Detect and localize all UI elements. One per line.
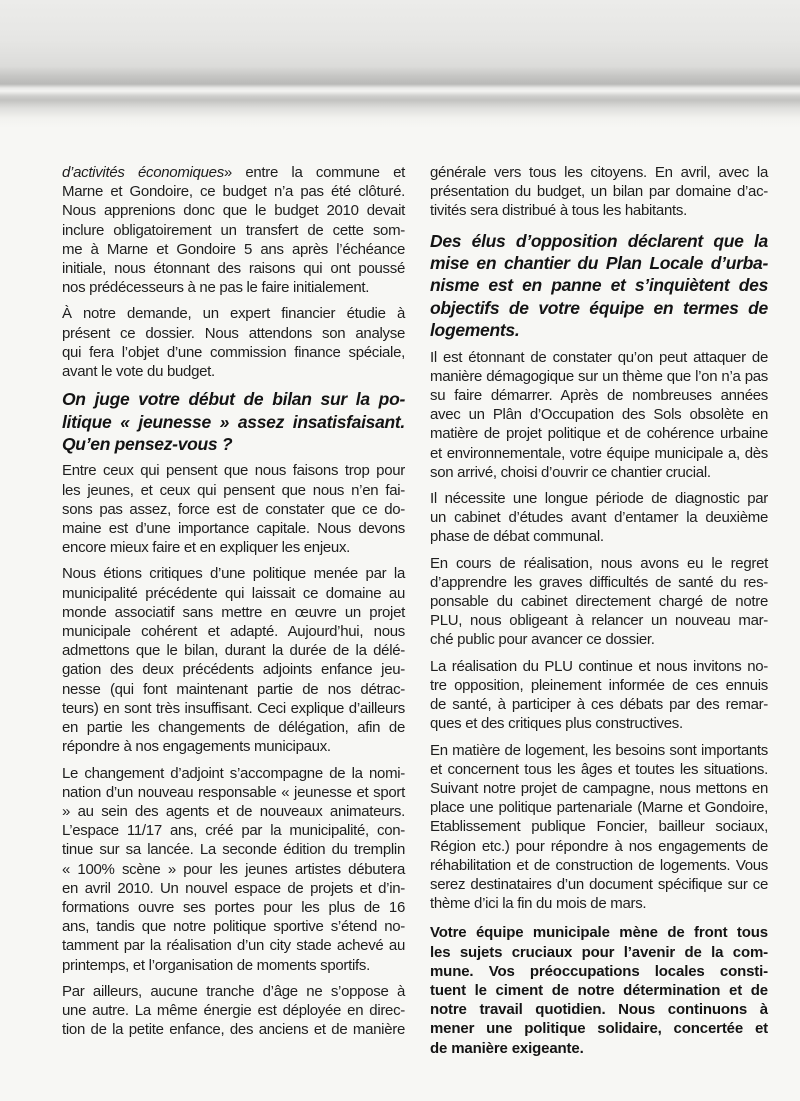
text-line: qui fera l’objet d’une commission finance spéciale,	[62, 343, 405, 361]
question-heading-jeunesse	[62, 388, 405, 455]
text-line: Région etc.) pour répondre à nos engagements de	[430, 837, 768, 855]
text-line: ché public pour avancer ce dossier.	[430, 631, 655, 649]
paragraph-logement	[430, 741, 768, 914]
text-line: une autre. La même énergie est déployée en direc-	[62, 1001, 405, 1019]
text-line: un cabinet d’études avant d’entamer la deuxième	[430, 509, 768, 527]
text-line: en avril 2010. Un nouvel espace de projets et d’in-	[62, 879, 405, 897]
text-line: printemps, et l’organisation de moments sportifs.	[62, 956, 370, 974]
text-line: me à Marne et Gondoire 5 ans après l’échéance	[62, 240, 405, 258]
question-heading-plu	[430, 230, 768, 342]
text-line: « 100% scène » pour les jeunes artistes débutera	[62, 860, 405, 878]
text-line: La réalisation du PLU continue et nous invitons no-	[430, 657, 768, 675]
text-line: formations ouvre ses portes pour les plus de 16	[62, 898, 405, 916]
text-line: En cours de réalisation, nous avons eu le regret	[430, 554, 768, 572]
text-line: monde associatif sans mettre en œuvre un projet	[62, 603, 405, 621]
text-line: les jeunes, et ceux qui pensent que nous n’en fai-	[62, 481, 405, 499]
paragraph-ailleurs	[62, 982, 405, 1040]
text-line: su faire démarrer. Après de nombreuses années	[430, 387, 768, 405]
right-column	[430, 163, 768, 1065]
text-line: de santé, à participer à ces débats par des remar-	[430, 696, 768, 714]
text-line: mener une politique solidaire, concertée et	[430, 1020, 768, 1038]
text-line: place une politique partenariale (Marne et Gondoire,	[430, 799, 768, 817]
text-line: Etablissement publique Foncier, bailleur sociaux,	[430, 818, 768, 836]
heading-line: objectifs de votre équipe en termes de	[430, 297, 768, 318]
page-header-band	[0, 0, 800, 128]
left-column	[62, 163, 405, 1046]
text-line: ponsable du cabinet directement chargé de notre	[430, 593, 768, 611]
text-line: avant le vote du budget.	[62, 363, 215, 381]
text-line: matière de projet politique et de cohérence urbaine	[430, 425, 768, 443]
text-line: avec un Plân d’Occupation des Sols obsolète en	[430, 406, 768, 424]
text-line: de manière exigeante.	[430, 1039, 584, 1057]
paragraph-continuation	[430, 163, 768, 221]
text-line: À notre demande, un expert financier étudie à	[62, 305, 405, 323]
text-line: tinue sur sa lancée. La seconde édition du tremplin	[62, 841, 405, 859]
paragraph-conclusion	[430, 923, 768, 1057]
heading-line: logements.	[430, 320, 520, 341]
text-line: Votre équipe municipale mène de front tous	[430, 924, 768, 942]
text-line: générale vers tous les citoyens. En avril, avec la	[430, 164, 768, 181]
text-fragment: » entre la commune et	[223, 164, 405, 181]
text-line: » au sein des agents et de nouveaux animateurs.	[62, 802, 405, 820]
text-line: Il nécessite une longue période de diagnostic par	[430, 490, 768, 508]
text-line: tuent le ciment de notre détermination et de	[430, 981, 768, 999]
text-line: Suivant notre projet de campagne, nous mettons en	[430, 779, 768, 797]
paragraph-realisation	[430, 554, 768, 650]
text-line: maine est d’une importance capitale. Nous devons	[62, 520, 405, 538]
text-line: nation d’un nouveau responsable « jeunesse et sport	[62, 783, 405, 801]
text-line: L’espace 11/17 ans, créé par la municipalité, con-	[62, 822, 405, 840]
text-line: Entre ceux qui pensent que nous faisons trop pour	[62, 462, 405, 480]
heading-line: mise en chantier du Plan Locale d’urba-	[430, 253, 768, 274]
heading-line: Des élus d’opposition déclarent que la	[430, 230, 768, 251]
text-line: phase de débat communal.	[430, 528, 604, 546]
text-line: mune. Vos préoccupations locales consti-	[430, 962, 768, 980]
text-line: serez destinataires d’un document spécifique sur ce	[430, 875, 768, 893]
text-line: ans, tandis que notre politique sportive s’étend no-	[62, 918, 405, 936]
text-line: tion de la petite enfance, des anciens et de manière	[62, 1021, 405, 1039]
text-line: son arrivé, choisi d’ouvrir ce chantier crucial.	[430, 463, 711, 481]
text-line: Nous apprenions donc que le budget 2010 devait	[62, 202, 405, 220]
heading-line: Qu’en pensez-vous ?	[62, 434, 233, 455]
paragraph-budget	[62, 163, 405, 297]
text-line: Marne et Gondoire, ce budget n’a pas été clôturé.	[62, 183, 405, 201]
paragraph-jeunes	[62, 461, 405, 557]
paragraph-changement	[62, 764, 405, 975]
text-line: encore mieux faire et en expliquer les enjeux.	[62, 539, 351, 557]
text-line: sons pas assez, force est de constater que ce do-	[62, 500, 405, 518]
paragraph-etonnant	[430, 348, 768, 482]
text-line: et concernent tous les âges et toutes les situations.	[430, 760, 768, 778]
text-line: inclure obligatoirement un transfert de cette som-	[62, 221, 405, 239]
text-line	[62, 163, 405, 182]
text-line: et environnementale, votre équipe municipale a, dès	[430, 444, 768, 462]
text-line: Par ailleurs, aucune tranche d’âge ne s’oppose à	[62, 982, 405, 1000]
text-line: municipalité précédente qui laissait ce domaine au	[62, 584, 405, 602]
text-line: Nous étions critiques d’une politique menée par la	[62, 565, 405, 583]
paragraph-plu-continue	[430, 657, 768, 734]
text-line: initiale, nous étonnant des raisons qui ont poussé	[62, 260, 405, 278]
paragraph-critiques	[62, 564, 405, 756]
text-line: manière démagogique sur un thème que l’on n’a pas	[430, 367, 768, 385]
text-line: présent ce dossier. Nous attendons son analyse	[62, 324, 405, 342]
text-line: admettons que le bilan, durant la durée de la délé-	[62, 642, 405, 660]
text-line: ques et des critiques plus constructives.	[430, 715, 683, 733]
text-line: tamment par la réalisation d’un city stade achevé au	[62, 937, 405, 955]
text-line: En matière de logement, les besoins sont importants	[430, 741, 768, 759]
text-line: municipale cohérent et adapté. Aujourd’hui, nous	[62, 623, 405, 641]
text-line: teurs) en sont très insuffisant. Ceci explique d’ailleurs	[62, 699, 405, 717]
text-line: d’apprendre les graves difficultés de santé du res-	[430, 573, 768, 591]
text-line: Il est étonnant de constater qu’on peut attaquer de	[430, 348, 768, 366]
text-line: thème d’ici la fin du mois de mars.	[430, 895, 647, 913]
text-line: les sujets cruciaux pour l’avenir de la com-	[430, 943, 768, 961]
paragraph-expert	[62, 304, 405, 381]
italic-phrase: d’activités économiques	[62, 164, 224, 181]
text-line: nesse (qui font maintenant partie de nos détrac-	[62, 680, 405, 698]
heading-line: litique « jeunesse » assez insatisfaisant.	[62, 411, 405, 432]
heading-line: nisme est en panne et s’inquiètent des	[430, 275, 768, 296]
text-line: répondre à nos engagements municipaux.	[62, 738, 331, 756]
heading-line: On juge votre début de bilan sur la po-	[62, 389, 405, 410]
text-line: gation des deux précédents adjoints enfance jeu-	[62, 661, 405, 679]
text-line: réhabilitation et de construction de logements. Vous	[430, 856, 768, 874]
text-line: nos prédécesseurs à ne pas le faire initialement.	[62, 279, 370, 297]
text-line: tre opposition, pleinement informée de ces ennuis	[430, 676, 768, 694]
paragraph-diagnostic	[430, 489, 768, 547]
text-line: Le changement d’adjoint s’accompagne de la nomi-	[62, 764, 405, 782]
text-line: tivités sera distribué à tous les habitants.	[430, 202, 687, 220]
text-line: en partie les changements de délégation, afin de	[62, 719, 405, 737]
text-line: PLU, nous obligeant à relancer un nouveau mar-	[430, 612, 768, 630]
text-line: notre travail quotidien. Nous continuons à	[430, 1001, 768, 1019]
text-line: présentation du budget, un bilan par domaine d’ac-	[430, 183, 768, 201]
